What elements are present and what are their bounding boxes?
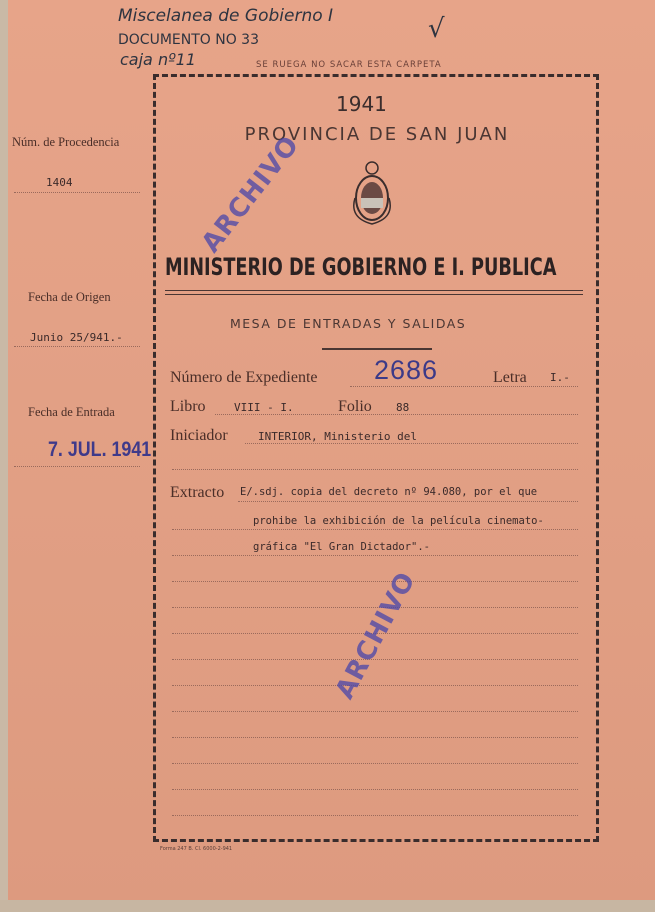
libro-rule (215, 414, 578, 415)
letra-label: Letra (493, 369, 527, 386)
form-year: 1941 (336, 92, 387, 116)
handwritten-note-line1: Miscelanea de Gobierno I (118, 6, 334, 26)
blank-rule (172, 789, 578, 790)
iniciador-rule (245, 443, 578, 444)
section-title: MESA DE ENTRADAS Y SALIDAS (230, 316, 467, 331)
folio-value: 88 (396, 401, 410, 414)
libro-value: VIII - I. (234, 401, 294, 414)
blank-rule-1 (172, 469, 578, 470)
folio-label: Folio (338, 398, 372, 415)
blank-rule (172, 763, 578, 764)
header-note: SE RUEGA NO SACAR ESTA CARPETA (256, 60, 442, 70)
iniciador-label: Iniciador (170, 427, 228, 444)
expediente-number: 2686 (374, 355, 439, 385)
procedencia-label: Núm. de Procedencia (12, 135, 120, 149)
libro-label: Libro (170, 398, 206, 415)
expediente-rule (350, 386, 578, 387)
handwritten-note-line2: DOCUMENTO NO 33 (118, 32, 259, 48)
extracto-line-3: gráfica "El Gran Dictador".- (253, 541, 431, 553)
entrada-date-stamp: 7. JUL. 1941 (48, 438, 152, 461)
ministry-title: MINISTERIO DE GOBIERNO E I. PUBLICA (165, 253, 557, 281)
procedencia-rule (14, 192, 140, 193)
ministry-rule (165, 290, 583, 291)
extracto-rule-3 (172, 555, 578, 556)
coat-of-arms-icon (347, 158, 397, 228)
province-title: PROVINCIA DE SAN JUAN (244, 124, 510, 145)
procedencia-value: 1404 (46, 176, 73, 189)
blank-rule (172, 581, 578, 582)
handwritten-checkmark: √ (428, 14, 445, 44)
expediente-label: Número de Expediente (170, 369, 318, 386)
footer-form-code: Forma 247 B. Cl. 6000-2-941 (160, 846, 233, 852)
extracto-line-2: prohibe la exhibición de la película cinemato- (253, 515, 544, 527)
bottom-edge (0, 900, 655, 912)
origen-value: Junio 25/941.- (30, 331, 123, 344)
origen-rule (14, 346, 140, 347)
extracto-label: Extracto (170, 484, 225, 501)
origen-label: Fecha de Origen (28, 290, 111, 304)
entrada-rule (14, 466, 140, 467)
extracto-rule-1 (238, 501, 578, 502)
archivo-stamp-top: ARCHIVO (196, 130, 306, 259)
blank-rule (172, 737, 578, 738)
entrada-label: Fecha de Entrada (28, 405, 115, 419)
handwritten-note-line3: caja nº11 (120, 50, 196, 69)
extracto-rule-2 (172, 529, 578, 530)
blank-rule (172, 685, 578, 686)
section-rule (322, 348, 432, 350)
iniciador-value: INTERIOR, Ministerio del (258, 430, 417, 443)
ministry-rule-2 (165, 294, 583, 295)
archivo-stamp-middle: ARCHIVO (330, 566, 422, 705)
blank-rule (172, 815, 578, 816)
extracto-line-1: E/.sdj. copia del decreto nº 94.080, por el que (240, 486, 538, 498)
blank-rule (172, 711, 578, 712)
left-shadow-strip (0, 0, 8, 912)
letra-value: I.- (550, 371, 570, 384)
